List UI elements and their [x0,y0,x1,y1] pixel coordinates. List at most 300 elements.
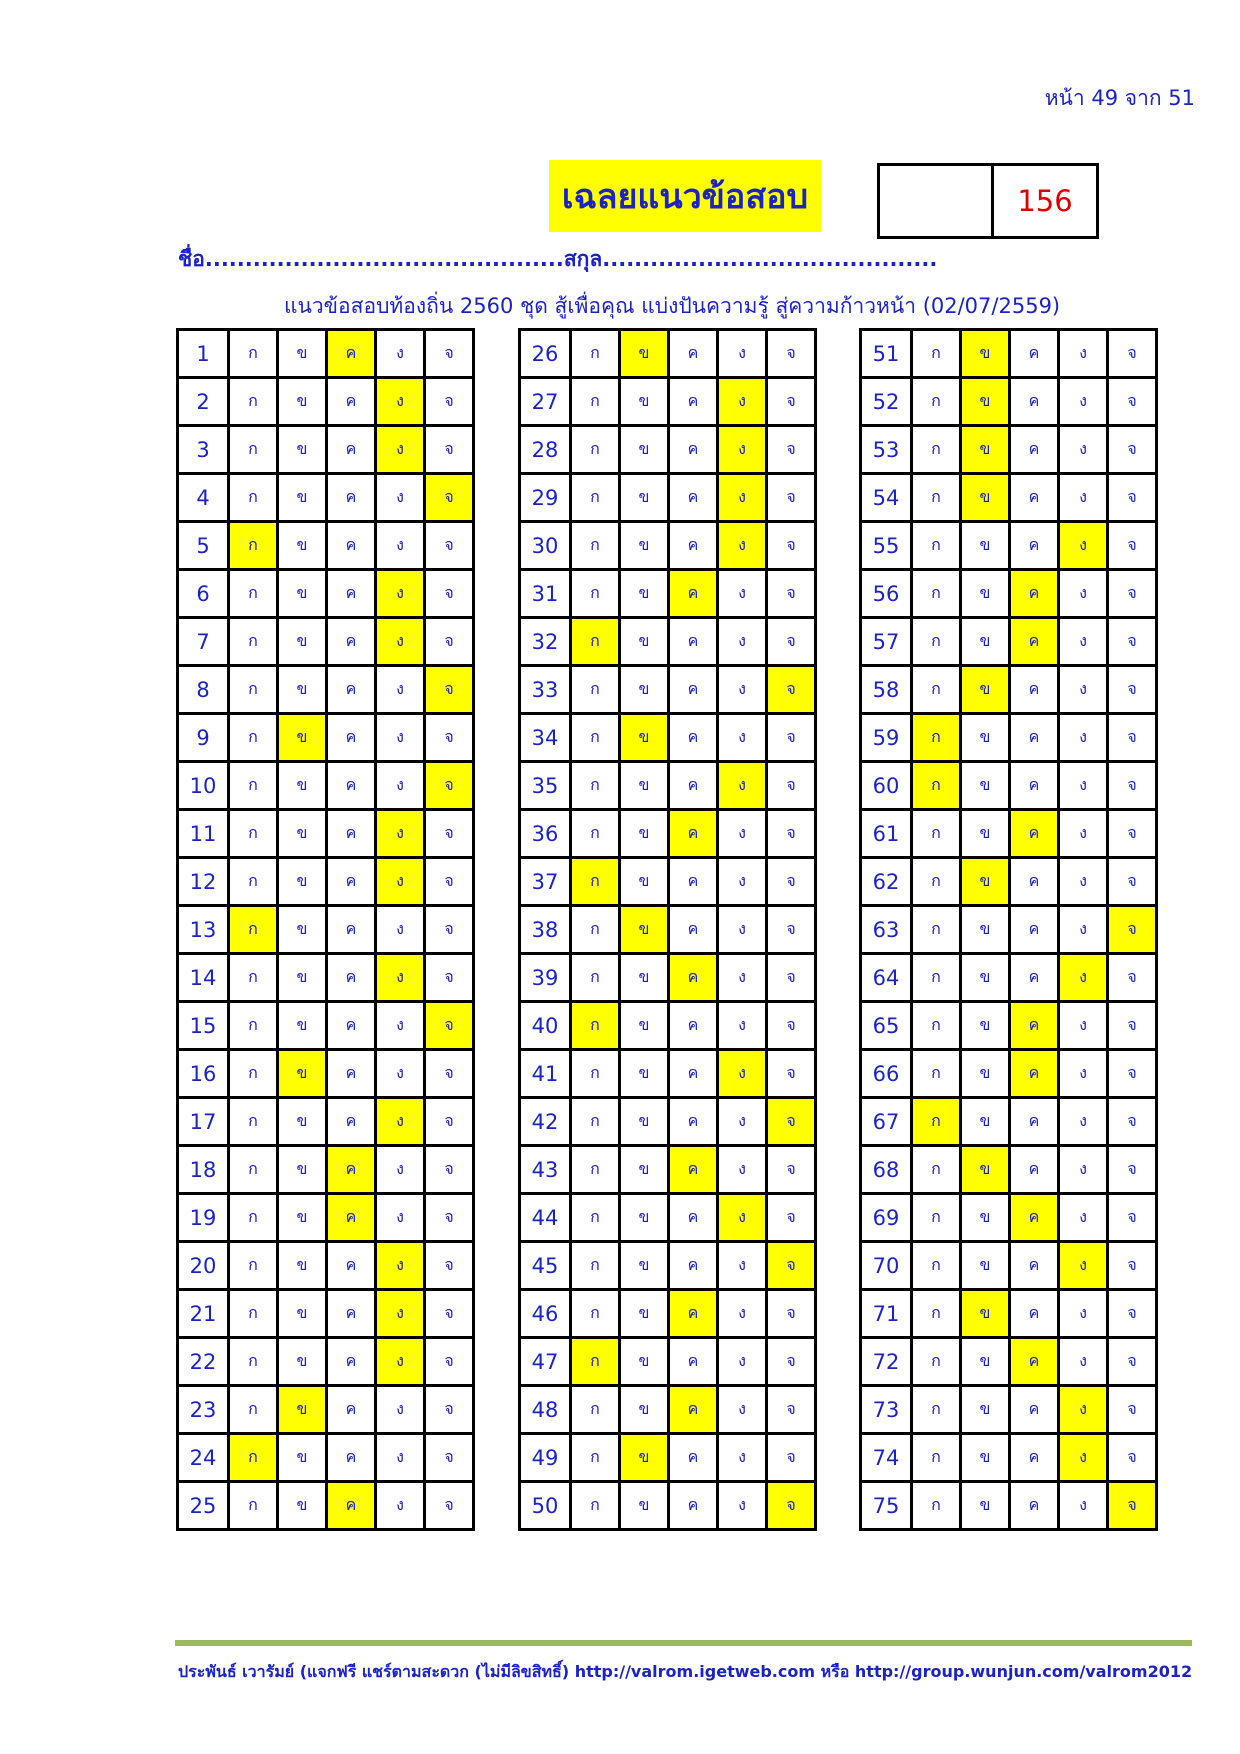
answer-option-cell: ก [912,1002,961,1050]
question-number: 30 [520,522,571,570]
answer-option-cell: ค [669,762,718,810]
question-number: 7 [178,618,229,666]
answer-option-cell: ง [1059,378,1108,426]
question-number: 26 [520,330,571,378]
question-number: 9 [178,714,229,762]
answer-option-cell: ง [1059,666,1108,714]
answer-row [178,474,474,522]
answer-option-cell: ค [327,1434,376,1482]
question-number: 17 [178,1098,229,1146]
answer-option-cell: ข [278,1194,327,1242]
answer-row [520,1098,816,1146]
answer-option-cell: ก [571,1194,620,1242]
answer-option-cell: ค [327,570,376,618]
correct-answer-cell: ค [1010,1338,1059,1386]
correct-answer-cell: ง [1059,1434,1108,1482]
question-number: 15 [178,1002,229,1050]
question-number: 65 [861,1002,912,1050]
correct-answer-cell: ง [718,1194,767,1242]
answer-option-cell: จ [767,762,816,810]
correct-answer-cell: ข [961,330,1010,378]
answer-row [520,1434,816,1482]
answer-option-cell: จ [1108,810,1157,858]
question-number: 51 [861,330,912,378]
answer-table-3 [859,328,1158,1531]
answer-option-cell: ค [669,906,718,954]
correct-answer-cell: ง [376,810,425,858]
answer-row [178,1098,474,1146]
answer-option-cell: ง [718,1386,767,1434]
answer-option-cell: ข [278,522,327,570]
score-blank-cell [880,166,994,236]
answer-row [178,1290,474,1338]
answer-option-cell: ข [278,1242,327,1290]
answer-option-cell: จ [767,522,816,570]
question-number: 59 [861,714,912,762]
answer-option-cell: จ [1108,858,1157,906]
correct-answer-cell: ค [1010,810,1059,858]
correct-answer-cell: ค [1010,1050,1059,1098]
answer-option-cell: จ [425,906,474,954]
correct-answer-cell: จ [1108,1482,1157,1530]
answer-option-cell: ค [669,1002,718,1050]
answer-row [861,426,1157,474]
answer-option-cell: ค [1010,666,1059,714]
answer-option-cell: จ [1108,1434,1157,1482]
question-number: 10 [178,762,229,810]
question-number: 37 [520,858,571,906]
answer-row [178,1002,474,1050]
answer-row [861,714,1157,762]
answer-option-cell: ก [229,666,278,714]
answer-option-cell: ก [229,714,278,762]
answer-option-cell: ค [1010,1434,1059,1482]
answer-option-cell: ค [669,1434,718,1482]
answer-option-cell: ง [376,1386,425,1434]
answer-option-cell: ง [376,1050,425,1098]
answer-option-cell: ก [571,1098,620,1146]
answer-option-cell: ข [961,1098,1010,1146]
question-number: 1 [178,330,229,378]
answer-option-cell: จ [425,954,474,1002]
correct-answer-cell: ง [718,378,767,426]
answer-option-cell: ค [669,522,718,570]
correct-answer-cell: ข [620,714,669,762]
correct-answer-cell: ง [376,1242,425,1290]
answer-option-cell: ก [912,330,961,378]
answer-option-cell: จ [767,1338,816,1386]
question-number: 60 [861,762,912,810]
answer-option-cell: ง [376,330,425,378]
question-number: 36 [520,810,571,858]
answer-option-cell: ค [1010,330,1059,378]
answer-option-cell: ก [571,762,620,810]
answer-option-cell: จ [767,858,816,906]
answer-row [178,1434,474,1482]
answer-option-cell: ง [718,1338,767,1386]
answer-option-cell: ข [961,762,1010,810]
answer-option-cell: ก [571,1386,620,1434]
answer-option-cell: ข [961,522,1010,570]
answer-option-cell: จ [1108,1146,1157,1194]
answer-option-cell: ข [620,666,669,714]
answer-option-cell: ง [1059,810,1108,858]
question-number: 69 [861,1194,912,1242]
answer-option-cell: ข [961,618,1010,666]
question-number: 52 [861,378,912,426]
answer-option-cell: ง [1059,1290,1108,1338]
correct-answer-cell: ก [912,714,961,762]
answer-option-cell: ค [1010,378,1059,426]
question-number: 67 [861,1098,912,1146]
correct-answer-cell: ง [718,474,767,522]
answer-row [520,714,816,762]
footer-credit: ประพันธ์ เวารัมย์ (แจกฟรี แชร์ตามสะดวก (ไม่มีลิขสิทธิ์) http://valrom.igetweb.com หรือ http://group.wunjun.com/valrom2012 [178,1662,1193,1681]
question-number: 45 [520,1242,571,1290]
answer-option-cell: ง [718,1242,767,1290]
answer-option-cell: ค [669,1482,718,1530]
question-number: 44 [520,1194,571,1242]
question-number: 40 [520,1002,571,1050]
answer-row [861,474,1157,522]
score-value: 156 [1017,184,1073,218]
answer-option-cell: ข [620,762,669,810]
answer-option-cell: ก [571,1290,620,1338]
answer-option-cell: ค [1010,762,1059,810]
correct-answer-cell: ค [669,1146,718,1194]
correct-answer-cell: ข [961,378,1010,426]
correct-answer-cell: ง [1059,1386,1108,1434]
answer-option-cell: ก [571,570,620,618]
footer-divider [175,1640,1192,1646]
correct-answer-cell: ก [912,762,961,810]
answer-option-cell: จ [1108,1194,1157,1242]
answer-option-cell: ค [669,714,718,762]
answer-option-cell: ก [229,426,278,474]
answer-option-cell: ก [912,1242,961,1290]
answer-option-cell: ง [376,1434,425,1482]
answer-option-cell: ข [620,1002,669,1050]
question-number: 63 [861,906,912,954]
answer-option-cell: ก [571,954,620,1002]
answer-option-cell: ค [327,1242,376,1290]
answer-option-cell: ก [229,762,278,810]
answer-option-cell: ก [229,1386,278,1434]
correct-answer-cell: ค [1010,618,1059,666]
correct-answer-cell: ข [620,906,669,954]
answer-option-cell: ง [718,1098,767,1146]
answer-option-cell: จ [1108,1050,1157,1098]
question-number: 27 [520,378,571,426]
answer-option-cell: ข [961,1338,1010,1386]
answer-option-cell: จ [1108,570,1157,618]
question-number: 21 [178,1290,229,1338]
correct-answer-cell: จ [767,1098,816,1146]
correct-answer-cell: ง [1059,1242,1108,1290]
correct-answer-cell: จ [425,666,474,714]
answer-option-cell: ค [669,474,718,522]
answer-option-cell: ง [1059,858,1108,906]
correct-answer-cell: ข [961,1290,1010,1338]
answer-option-cell: จ [1108,522,1157,570]
answer-option-cell: ข [620,570,669,618]
answer-option-cell: ก [229,618,278,666]
question-number: 58 [861,666,912,714]
answer-option-cell: ง [718,954,767,1002]
answer-row [861,954,1157,1002]
correct-answer-cell: ค [327,330,376,378]
answer-row [861,522,1157,570]
correct-answer-cell: ก [571,618,620,666]
answer-option-cell: ง [376,1194,425,1242]
answer-row [178,714,474,762]
correct-answer-cell: ค [327,1146,376,1194]
answer-option-cell: ค [327,1386,376,1434]
correct-answer-cell: ก [571,1338,620,1386]
correct-answer-cell: ค [669,954,718,1002]
answer-row [861,858,1157,906]
answer-option-cell: ก [571,666,620,714]
answer-row [520,474,816,522]
answer-option-cell: จ [425,858,474,906]
answer-row [520,378,816,426]
answer-option-cell: ค [669,858,718,906]
answer-option-cell: ค [1010,714,1059,762]
question-number: 16 [178,1050,229,1098]
answer-row [178,1482,474,1530]
answer-option-cell: ง [718,1146,767,1194]
answer-row [861,1386,1157,1434]
answer-option-cell: จ [425,378,474,426]
answer-option-cell: ข [620,474,669,522]
question-number: 38 [520,906,571,954]
answer-option-cell: ข [620,1386,669,1434]
correct-answer-cell: ก [229,522,278,570]
answer-option-cell: ค [1010,906,1059,954]
question-number: 41 [520,1050,571,1098]
correct-answer-cell: ง [718,522,767,570]
correct-answer-cell: ข [961,474,1010,522]
correct-answer-cell: จ [425,762,474,810]
answer-option-cell: จ [767,1434,816,1482]
question-number: 49 [520,1434,571,1482]
question-number: 48 [520,1386,571,1434]
answer-option-cell: ค [669,1194,718,1242]
correct-answer-cell: จ [425,474,474,522]
answer-option-cell: ข [278,330,327,378]
question-number: 22 [178,1338,229,1386]
question-number: 56 [861,570,912,618]
answer-option-cell: ข [278,1002,327,1050]
answer-option-cell: จ [1108,1338,1157,1386]
correct-answer-cell: ง [376,1290,425,1338]
answer-option-cell: ง [1059,906,1108,954]
answer-row [178,762,474,810]
answer-option-cell: ค [669,1098,718,1146]
correct-answer-cell: ข [278,1050,327,1098]
answer-row [861,906,1157,954]
question-number: 19 [178,1194,229,1242]
answer-option-cell: ก [912,858,961,906]
answer-option-cell: จ [1108,1290,1157,1338]
answer-option-cell: ก [571,330,620,378]
correct-answer-cell: ก [571,858,620,906]
answer-option-cell: ก [229,474,278,522]
answer-row [178,954,474,1002]
page-title: เฉลยแนวข้อสอบ [549,160,821,232]
answer-row [861,1338,1157,1386]
answer-option-cell: จ [425,1290,474,1338]
answer-option-cell: ข [278,1338,327,1386]
answer-option-cell: ง [718,1002,767,1050]
answer-option-cell: ข [961,1482,1010,1530]
answer-option-cell: ง [376,1146,425,1194]
answer-option-cell: ก [229,1146,278,1194]
answer-option-cell: จ [425,1098,474,1146]
question-number: 31 [520,570,571,618]
answer-row [861,1290,1157,1338]
answer-option-cell: จ [425,1338,474,1386]
question-number: 72 [861,1338,912,1386]
answer-option-cell: ง [1059,1002,1108,1050]
answer-option-cell: จ [767,330,816,378]
answer-option-cell: ก [229,810,278,858]
question-number: 29 [520,474,571,522]
answer-option-cell: ก [571,1434,620,1482]
answer-option-cell: จ [1108,618,1157,666]
answer-option-cell: ค [1010,426,1059,474]
answer-option-cell: ค [669,330,718,378]
correct-answer-cell: ค [669,1290,718,1338]
correct-answer-cell: ข [620,1434,669,1482]
answer-option-cell: ข [278,1482,327,1530]
answer-row [520,1482,816,1530]
answer-option-cell: ง [1059,426,1108,474]
page-number: หน้า 49 จาก 51 [1044,86,1195,110]
answer-option-cell: ข [620,1194,669,1242]
answer-option-cell: จ [767,618,816,666]
answer-option-cell: ก [912,570,961,618]
answer-option-cell: ก [229,1290,278,1338]
question-number: 47 [520,1338,571,1386]
correct-answer-cell: จ [767,666,816,714]
answer-option-cell: ก [912,1338,961,1386]
answer-row [861,1482,1157,1530]
correct-answer-cell: ง [1059,954,1108,1002]
answer-option-cell: ค [1010,1098,1059,1146]
answer-option-cell: ง [1059,1146,1108,1194]
question-number: 55 [861,522,912,570]
answer-row [520,810,816,858]
answer-option-cell: ก [229,1242,278,1290]
answer-option-cell: ก [912,522,961,570]
answer-row [520,618,816,666]
answer-option-cell: ง [376,1482,425,1530]
answer-option-cell: ข [961,1194,1010,1242]
correct-answer-cell: ค [1010,1194,1059,1242]
question-number: 13 [178,906,229,954]
answer-option-cell: จ [767,378,816,426]
answer-row [520,522,816,570]
answer-row [178,1242,474,1290]
answer-option-cell: ค [669,1050,718,1098]
answer-option-cell: ข [620,426,669,474]
question-number: 70 [861,1242,912,1290]
answer-option-cell: ก [571,1242,620,1290]
answer-option-cell: ค [327,426,376,474]
answer-option-cell: ง [718,570,767,618]
question-number: 35 [520,762,571,810]
correct-answer-cell: ข [961,426,1010,474]
answer-option-cell: ค [669,1242,718,1290]
correct-answer-cell: ข [961,1146,1010,1194]
answer-option-cell: จ [1108,426,1157,474]
answer-option-cell: ง [1059,1050,1108,1098]
correct-answer-cell: ค [669,810,718,858]
answer-option-cell: ง [1059,1194,1108,1242]
answer-row [178,1146,474,1194]
answer-option-cell: ก [229,858,278,906]
answer-row [520,1386,816,1434]
answer-option-cell: จ [1108,666,1157,714]
answer-row [861,810,1157,858]
answer-row [861,762,1157,810]
answer-option-cell: จ [767,906,816,954]
answer-option-cell: ก [229,1482,278,1530]
answer-option-cell: จ [425,1146,474,1194]
answer-option-cell: ก [571,1146,620,1194]
answer-row [178,1050,474,1098]
answer-option-cell: ค [1010,1242,1059,1290]
answer-row [178,810,474,858]
answer-option-cell: ค [327,474,376,522]
answer-option-cell: จ [767,954,816,1002]
correct-answer-cell: ก [229,906,278,954]
answer-option-cell: ง [1059,330,1108,378]
answer-option-cell: จ [425,1242,474,1290]
answer-option-cell: ค [327,522,376,570]
answer-option-cell: จ [1108,474,1157,522]
correct-answer-cell: ง [376,570,425,618]
answer-option-cell: จ [767,570,816,618]
question-number: 53 [861,426,912,474]
correct-answer-cell: ง [376,426,425,474]
answer-option-cell: ง [376,522,425,570]
answer-option-cell: จ [1108,1242,1157,1290]
answer-option-cell: จ [767,1002,816,1050]
answer-option-cell: ง [1059,1098,1108,1146]
answer-option-cell: จ [767,1290,816,1338]
question-number: 28 [520,426,571,474]
correct-answer-cell: ง [718,762,767,810]
answer-option-cell: ก [912,1482,961,1530]
question-number: 66 [861,1050,912,1098]
answer-option-cell: จ [425,810,474,858]
answer-option-cell: ข [961,1434,1010,1482]
question-number: 75 [861,1482,912,1530]
answer-option-cell: ค [1010,858,1059,906]
correct-answer-cell: ข [278,714,327,762]
answer-option-cell: ก [912,1434,961,1482]
answer-option-cell: ง [1059,762,1108,810]
question-number: 54 [861,474,912,522]
answer-option-cell: ก [912,906,961,954]
answer-option-cell: ข [278,474,327,522]
answer-row [520,1002,816,1050]
answer-option-cell: ก [912,474,961,522]
correct-answer-cell: ง [376,858,425,906]
answer-option-cell: ง [718,330,767,378]
